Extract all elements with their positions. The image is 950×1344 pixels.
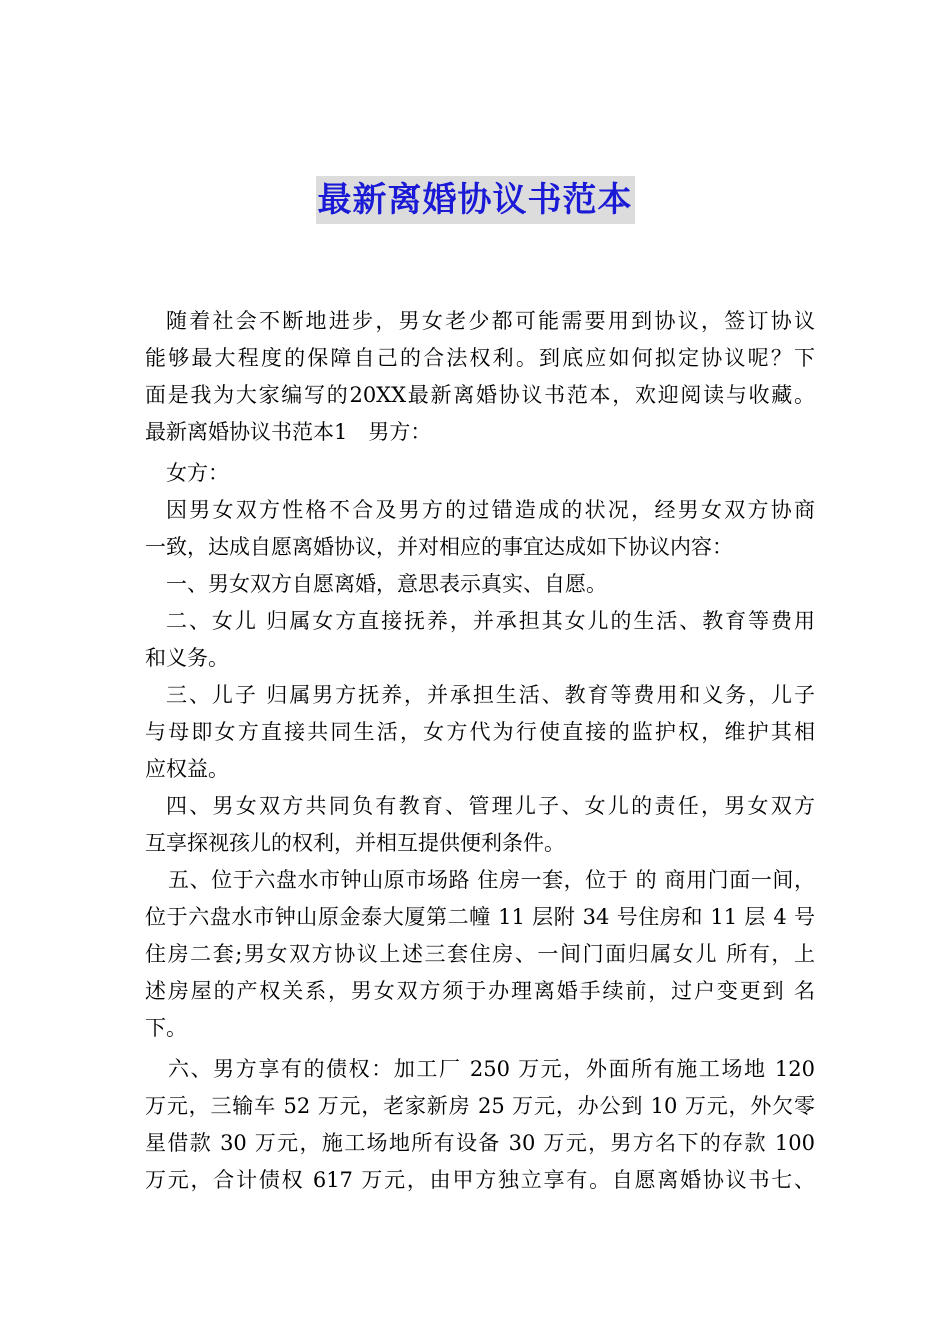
body-line: 四、男女双方共同负有教育、管理儿子、女儿的责任，男女双方 — [166, 794, 815, 818]
body-line: 面是我为大家编写的20XX最新离婚协议书范本，欢迎阅读与收藏。 — [145, 383, 815, 407]
body-line: 三、儿子 归属男方抚养，并承担生活、教育等费用和义务，儿子 — [166, 683, 815, 707]
body-line: 五、位于六盘水市钟山原市场路 住房一套，位于 的 商用门面一间， — [168, 868, 815, 892]
body-line: 与母即女方直接共同生活，女方代为行使直接的监护权，维护其相 — [145, 720, 815, 744]
body-line: 最新离婚协议书范本1 男方： — [145, 420, 432, 444]
body-line: 星借款 30 万元，施工场地所有设备 30 万元，男方名下的存款 100 — [145, 1131, 815, 1155]
body-line: 下。 — [145, 1016, 187, 1040]
body-line: 六、男方享有的债权：加工厂 250 万元，外面所有施工场地 120 — [168, 1057, 815, 1081]
body-line: 和义务。 — [145, 646, 229, 670]
body-line: 二、女儿 归属女方直接抚养，并承担其女儿的生活、教育等费用 — [166, 609, 815, 633]
body-line: 随着社会不断地进步，男女老少都可能需要用到协议，签订协议 — [166, 309, 815, 333]
body-line: 位于六盘水市钟山原金泰大厦第二幢 11 层附 34 号住房和 11 层 4 号 — [145, 905, 815, 929]
title-container — [0, 176, 950, 224]
body-line: 一致，达成自愿离婚协议，并对相应的事宜达成如下协议内容： — [145, 535, 733, 559]
body-line: 述房屋的产权关系，男女双方须于办理离婚手续前，过户变更到 名 — [145, 979, 815, 1003]
body-line: 女方： — [166, 461, 229, 485]
document-title: 最新离婚协议书范本 — [316, 176, 635, 224]
body-line: 互享探视孩儿的权利，并相互提供便利条件。 — [145, 831, 565, 855]
body-line: 因男女双方性格不合及男方的过错造成的状况，经男女双方协商 — [166, 498, 815, 522]
body-line: 一、男女双方自愿离婚，意思表示真实、自愿。 — [166, 572, 607, 596]
body-line: 万元，合计债权 617 万元，由甲方独立享有。自愿离婚协议书七、 — [145, 1168, 815, 1192]
body-line: 万元，三输车 52 万元，老家新房 25 万元，办公到 10 万元，外欠零 — [145, 1094, 815, 1118]
body-line: 住房二套;男女双方协议上述三套住房、一间门面归属女儿 所有，上 — [145, 942, 815, 966]
body-line: 应权益。 — [145, 757, 229, 781]
body-line: 能够最大程度的保障自己的合法权利。到底应如何拟定协议呢？下 — [145, 346, 815, 370]
document-body — [145, 303, 815, 1199]
